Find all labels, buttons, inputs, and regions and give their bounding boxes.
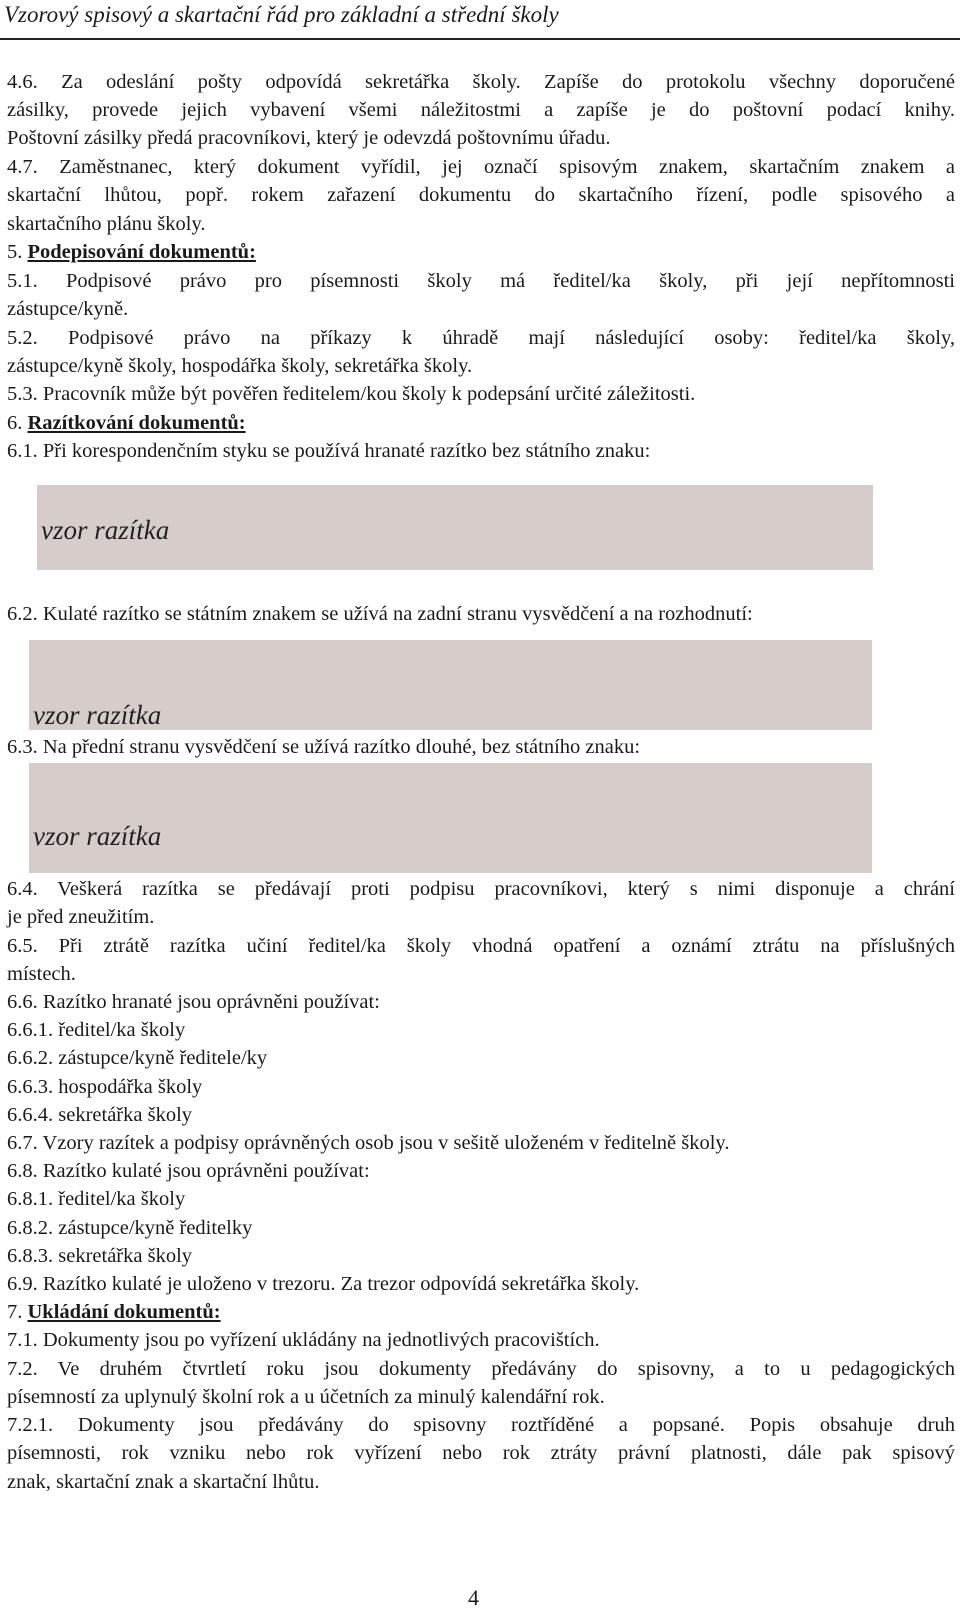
text-line: 6.6.2. zástupce/kyně ředitele/ky (7, 1047, 268, 1069)
text-line: skartační lhůtou, popř. rokem zařazení dokumentu do skartačního řízení, podle spisového a (7, 184, 955, 206)
section-number: 5. (7, 241, 23, 263)
text-line: 6.8.3. sekretářka školy (7, 1245, 193, 1267)
text-line: zástupce/kyně. (7, 298, 129, 320)
text-line: je před zneužitím. (7, 906, 155, 928)
text-line: 4.7. Zaměstnanec, který dokument vyřídil, jej označí spisovým znakem, skartačním znakem a (7, 156, 955, 178)
stamp-label: vzor razítka (41, 515, 170, 545)
text-line: 6.3. Na přední stranu vysvědčení se užívá razítko dlouhé, bez státního znaku: (7, 736, 641, 758)
text-line: 6.5. Při ztrátě razítka učiní ředitel/ka školy vhodná opatření a oznámí ztrátu na příslušných (7, 935, 955, 957)
text-line: 6.6.4. sekretářka školy (7, 1104, 193, 1126)
stamp-label: vzor razítka (33, 700, 162, 730)
text-line: písemnosti, rok vzniku nebo rok vyřízení nebo rok ztráty právní platnosti, dále pak spisový (7, 1442, 955, 1464)
text-line: 6.4. Veškerá razítka se předávají proti podpisu pracovníkovi, který s nimi disponuje a chrání (7, 878, 955, 900)
header-rule (0, 38, 960, 40)
text-line: skartačního plánu školy. (7, 213, 206, 235)
text-line: zástupce/kyně školy, hospodářka školy, sekretářka školy. (7, 355, 473, 377)
text-line: 7.2. Ve druhém čtvrtletí roku jsou dokumenty předávány do spisovny, a to u pedagogických (7, 1358, 955, 1380)
section-heading-7 (7, 1300, 221, 1324)
text-line: místech. (7, 963, 76, 985)
stamp-label: vzor razítka (33, 821, 162, 851)
section-number: 6. (7, 412, 23, 434)
text-line: 5.3. Pracovník může být pověřen ředitelem/kou školy k podepsání určité záležitosti. (7, 383, 696, 405)
text-line: 6.2. Kulaté razítko se státním znakem se užívá na zadní stranu vysvědčení a na rozhodnutí: (7, 603, 753, 625)
text-line: 5.1. Podpisové právo pro písemnosti školy má ředitel/ka školy, při její nepřítomnosti (7, 270, 955, 292)
text-line: 6.9. Razítko kulaté je uloženo v trezoru. Za trezor odpovídá sekretářka školy. (7, 1273, 640, 1295)
section-heading-6 (7, 411, 246, 435)
stamp-placeholder-long (29, 763, 872, 873)
text-line: 6.8. Razítko kulaté jsou oprávněni používat: (7, 1160, 370, 1182)
text-line: 6.1. Při korespondenčním styku se používá hranaté razítko bez státního znaku: (7, 440, 651, 462)
text-line: 6.6.1. ředitel/ka školy (7, 1019, 186, 1041)
stamp-placeholder-round (29, 640, 872, 730)
text-line: znak, skartační znak a skartační lhůtu. (7, 1471, 320, 1493)
section-title: Razítkování dokumentů: (27, 412, 246, 434)
text-line: 5.2. Podpisové právo na příkazy k úhradě mají následující osoby: ředitel/ka školy, (7, 327, 955, 349)
section-number: 7. (7, 1301, 23, 1323)
text-line: 4.6. Za odeslání pošty odpovídá sekretářka školy. Zapíše do protokolu všechny doporučené (7, 71, 955, 93)
text-line: Poštovní zásilky předá pracovníkovi, který je odevzdá poštovnímu úřadu. (7, 127, 611, 149)
section-title: Ukládání dokumentů: (27, 1301, 221, 1323)
stamp-placeholder-square (37, 485, 873, 570)
document-header-title: Vzorový spisový a skartační řád pro základní a střední školy (4, 2, 559, 27)
section-heading-5 (7, 240, 256, 264)
text-line: 6.6.3. hospodářka školy (7, 1076, 203, 1098)
text-line: 6.6. Razítko hranaté jsou oprávněni používat: (7, 991, 380, 1013)
text-line: zásilky, provede jejich vybavení všemi náležitostmi a zapíše je do poštovní podací knihy. (7, 99, 955, 121)
text-line: 6.8.1. ředitel/ka školy (7, 1188, 186, 1210)
text-line: 6.8.2. zástupce/kyně ředitelky (7, 1217, 253, 1239)
page-number: 4 (468, 1585, 479, 1610)
section-title: Podepisování dokumentů: (27, 241, 256, 263)
text-line: 6.7. Vzory razítek a podpisy oprávněných osob jsou v sešitě uloženém v ředitelně školy. (7, 1132, 730, 1154)
text-line: 7.1. Dokumenty jsou po vyřízení ukládány na jednotlivých pracovištích. (7, 1329, 600, 1351)
text-line: písemností za uplynulý školní rok a u účetních za minulý kalendářní rok. (7, 1386, 605, 1408)
text-line: 7.2.1. Dokumenty jsou předávány do spisovny roztříděné a popsané. Popis obsahuje druh (7, 1414, 955, 1436)
